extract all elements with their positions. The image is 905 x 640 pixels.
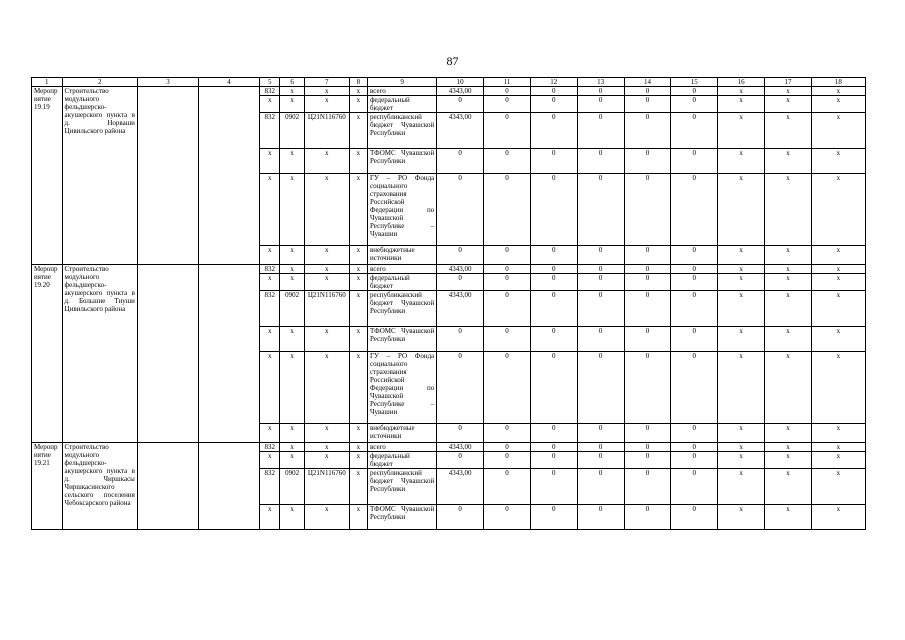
column-header: 1 bbox=[32, 78, 63, 87]
value-cell: 0 bbox=[530, 352, 577, 424]
value-cell: 0 bbox=[624, 265, 671, 274]
value-cell: 0 bbox=[624, 274, 671, 291]
funding-source-cell: республиканский бюджет Чувашской Республики bbox=[368, 291, 437, 327]
value-cell: x bbox=[718, 274, 765, 291]
funding-source-cell: ТФОМС Чувашской Республики bbox=[368, 327, 437, 352]
value-cell: 0 bbox=[484, 274, 531, 291]
value-cell: x bbox=[765, 274, 812, 291]
value-cell: 0 bbox=[624, 113, 671, 149]
value-cell: x bbox=[718, 352, 765, 424]
value-cell: 0 bbox=[577, 327, 624, 352]
value-cell: 0 bbox=[484, 96, 531, 113]
expense-type-cell: x bbox=[349, 327, 367, 352]
participant-cell bbox=[198, 443, 259, 530]
value-cell: x bbox=[811, 274, 865, 291]
table-row bbox=[32, 87, 866, 96]
value-cell: 0 bbox=[577, 505, 624, 530]
code-cell: x bbox=[260, 505, 280, 530]
value-cell: x bbox=[718, 291, 765, 327]
value-cell: 0 bbox=[577, 87, 624, 96]
value-cell: 0 bbox=[484, 113, 531, 149]
value-cell: x bbox=[765, 246, 812, 265]
value-cell: x bbox=[718, 505, 765, 530]
value-cell: 0 bbox=[484, 265, 531, 274]
value-cell: x bbox=[765, 443, 812, 452]
section-cell: x bbox=[280, 424, 304, 443]
page-number: 87 bbox=[446, 54, 459, 68]
value-cell: x bbox=[765, 265, 812, 274]
participant-cell bbox=[198, 87, 259, 265]
funding-source-cell: ГУ – РО Фонда социального страхования Российской Федерации по Чувашской Республике – Чувашии bbox=[368, 174, 437, 246]
target-code-cell: x bbox=[304, 96, 349, 113]
value-cell: 0 bbox=[671, 265, 718, 274]
value-cell: x bbox=[718, 149, 765, 174]
section-cell: x bbox=[280, 443, 304, 452]
value-cell: x bbox=[718, 113, 765, 149]
value-cell: 0 bbox=[577, 452, 624, 469]
value-cell: 0 bbox=[624, 96, 671, 113]
value-cell: 0 bbox=[437, 452, 484, 469]
section-cell: x bbox=[280, 327, 304, 352]
code-cell: x bbox=[260, 174, 280, 246]
value-cell: 0 bbox=[437, 274, 484, 291]
target-code-cell: x bbox=[304, 443, 349, 452]
column-header: 18 bbox=[811, 78, 865, 87]
column-header: 10 bbox=[437, 78, 484, 87]
column-header: 15 bbox=[671, 78, 718, 87]
value-cell: 0 bbox=[530, 291, 577, 327]
column-header: 5 bbox=[260, 78, 280, 87]
value-cell: 0 bbox=[671, 424, 718, 443]
funding-source-cell: всего bbox=[368, 265, 437, 274]
value-cell: 0 bbox=[671, 443, 718, 452]
code-cell: 832 bbox=[260, 113, 280, 149]
value-cell: 0 bbox=[484, 327, 531, 352]
value-cell: x bbox=[718, 265, 765, 274]
value-cell: 0 bbox=[577, 469, 624, 505]
value-cell: 0 bbox=[530, 443, 577, 452]
event-name: Строительство модульного фельдшерско-акушерского пункта в д. Большие Тиуши Цивильского района bbox=[62, 265, 137, 443]
value-cell: x bbox=[718, 246, 765, 265]
value-cell: 0 bbox=[624, 174, 671, 246]
value-cell: x bbox=[718, 443, 765, 452]
section-cell: x bbox=[280, 96, 304, 113]
responsible-cell bbox=[137, 87, 198, 265]
responsible-cell bbox=[137, 265, 198, 443]
value-cell: 0 bbox=[577, 174, 624, 246]
value-cell: 0 bbox=[577, 113, 624, 149]
value-cell: 0 bbox=[671, 469, 718, 505]
code-cell: 832 bbox=[260, 469, 280, 505]
section-cell: x bbox=[280, 352, 304, 424]
code-cell: 832 bbox=[260, 87, 280, 96]
value-cell: 0 bbox=[484, 452, 531, 469]
expense-type-cell: x bbox=[349, 87, 367, 96]
value-cell: 0 bbox=[577, 443, 624, 452]
code-cell: x bbox=[260, 274, 280, 291]
section-cell: x bbox=[280, 246, 304, 265]
column-header: 8 bbox=[349, 78, 367, 87]
value-cell: 0 bbox=[671, 174, 718, 246]
value-cell: 0 bbox=[530, 113, 577, 149]
column-header: 6 bbox=[280, 78, 304, 87]
value-cell: 0 bbox=[577, 149, 624, 174]
value-cell: 0 bbox=[530, 149, 577, 174]
event-number: Мероприятие 19.21 bbox=[32, 443, 63, 530]
section-cell: 0902 bbox=[280, 469, 304, 505]
value-cell: 0 bbox=[484, 291, 531, 327]
value-cell: x bbox=[765, 424, 812, 443]
value-cell: 0 bbox=[624, 246, 671, 265]
value-cell: 4343,00 bbox=[437, 443, 484, 452]
value-cell: 0 bbox=[671, 149, 718, 174]
value-cell: 0 bbox=[437, 174, 484, 246]
target-code-cell: Ц21N116760 bbox=[304, 291, 349, 327]
column-header: 12 bbox=[530, 78, 577, 87]
expense-type-cell: x bbox=[349, 149, 367, 174]
value-cell: x bbox=[811, 352, 865, 424]
column-header: 11 bbox=[484, 78, 531, 87]
value-cell: 0 bbox=[530, 452, 577, 469]
target-code-cell: x bbox=[304, 424, 349, 443]
value-cell: 0 bbox=[484, 149, 531, 174]
target-code-cell: Ц21N116760 bbox=[304, 113, 349, 149]
value-cell: 0 bbox=[671, 291, 718, 327]
value-cell: x bbox=[811, 469, 865, 505]
value-cell: x bbox=[765, 87, 812, 96]
event-name: Строительство модульного фельдшерско-акушерского пункта в д. Чиршкасы Чиршкасинского сельского поселения Чебоксарского района bbox=[62, 443, 137, 530]
value-cell: x bbox=[811, 265, 865, 274]
target-code-cell: x bbox=[304, 265, 349, 274]
value-cell: 0 bbox=[530, 327, 577, 352]
column-header: 13 bbox=[577, 78, 624, 87]
target-code-cell: Ц21N116760 bbox=[304, 469, 349, 505]
section-cell: x bbox=[280, 149, 304, 174]
value-cell: 0 bbox=[484, 87, 531, 96]
value-cell: 0 bbox=[624, 424, 671, 443]
value-cell: 0 bbox=[671, 452, 718, 469]
expense-type-cell: x bbox=[349, 352, 367, 424]
value-cell: 0 bbox=[484, 424, 531, 443]
target-code-cell: x bbox=[304, 149, 349, 174]
value-cell: 0 bbox=[484, 469, 531, 505]
value-cell: x bbox=[718, 96, 765, 113]
value-cell: 0 bbox=[624, 352, 671, 424]
event-number: Мероприятие 19.19 bbox=[32, 87, 63, 265]
target-code-cell: x bbox=[304, 452, 349, 469]
value-cell: 0 bbox=[671, 274, 718, 291]
code-cell: x bbox=[260, 327, 280, 352]
value-cell: x bbox=[811, 452, 865, 469]
section-cell: x bbox=[280, 505, 304, 530]
column-header: 16 bbox=[718, 78, 765, 87]
expense-type-cell: x bbox=[349, 505, 367, 530]
funding-source-cell: республиканский бюджет Чувашской Республики bbox=[368, 113, 437, 149]
value-cell: 0 bbox=[530, 246, 577, 265]
target-code-cell: x bbox=[304, 174, 349, 246]
column-header: 3 bbox=[137, 78, 198, 87]
value-cell: 0 bbox=[577, 424, 624, 443]
funding-source-cell: ТФОМС Чувашской Республики bbox=[368, 149, 437, 174]
value-cell: 4343,00 bbox=[437, 87, 484, 96]
value-cell: 0 bbox=[437, 505, 484, 530]
value-cell: 0 bbox=[624, 327, 671, 352]
expense-type-cell: x bbox=[349, 96, 367, 113]
expense-type-cell: x bbox=[349, 174, 367, 246]
value-cell: 0 bbox=[484, 174, 531, 246]
value-cell: 0 bbox=[671, 87, 718, 96]
value-cell: 0 bbox=[484, 352, 531, 424]
section-cell: 0902 bbox=[280, 291, 304, 327]
value-cell: x bbox=[718, 424, 765, 443]
value-cell: x bbox=[718, 327, 765, 352]
value-cell: x bbox=[765, 149, 812, 174]
section-cell: x bbox=[280, 174, 304, 246]
value-cell: x bbox=[811, 149, 865, 174]
value-cell: x bbox=[718, 87, 765, 96]
expense-type-cell: x bbox=[349, 113, 367, 149]
funding-source-cell: республиканский бюджет Чувашской Республики bbox=[368, 469, 437, 505]
code-cell: x bbox=[260, 246, 280, 265]
value-cell: 0 bbox=[671, 327, 718, 352]
value-cell: 0 bbox=[624, 291, 671, 327]
value-cell: 0 bbox=[530, 96, 577, 113]
value-cell: x bbox=[765, 96, 812, 113]
target-code-cell: x bbox=[304, 274, 349, 291]
expense-type-cell: x bbox=[349, 424, 367, 443]
target-code-cell: x bbox=[304, 327, 349, 352]
code-cell: x bbox=[260, 424, 280, 443]
value-cell: 0 bbox=[437, 424, 484, 443]
funding-source-cell: всего bbox=[368, 443, 437, 452]
value-cell: 0 bbox=[577, 291, 624, 327]
value-cell: 0 bbox=[530, 469, 577, 505]
value-cell: 0 bbox=[624, 452, 671, 469]
funding-source-cell: федеральный бюджет bbox=[368, 452, 437, 469]
value-cell: 0 bbox=[624, 443, 671, 452]
value-cell: 0 bbox=[437, 327, 484, 352]
section-cell: x bbox=[280, 452, 304, 469]
code-cell: x bbox=[260, 352, 280, 424]
target-code-cell: x bbox=[304, 246, 349, 265]
value-cell: 0 bbox=[530, 274, 577, 291]
value-cell: 4343,00 bbox=[437, 113, 484, 149]
value-cell: 0 bbox=[530, 505, 577, 530]
expense-type-cell: x bbox=[349, 246, 367, 265]
value-cell: 0 bbox=[437, 246, 484, 265]
column-header: 2 bbox=[62, 78, 137, 87]
funding-source-cell: ТФОМС Чувашской Республики bbox=[368, 505, 437, 530]
value-cell: 0 bbox=[624, 87, 671, 96]
funding-source-cell: внебюджетные источники bbox=[368, 424, 437, 443]
value-cell: 0 bbox=[577, 246, 624, 265]
value-cell: x bbox=[811, 291, 865, 327]
value-cell: x bbox=[765, 291, 812, 327]
value-cell: 0 bbox=[530, 87, 577, 96]
target-code-cell: x bbox=[304, 352, 349, 424]
code-cell: 832 bbox=[260, 265, 280, 274]
budget-table bbox=[31, 77, 866, 530]
funding-source-cell: внебюджетные источники bbox=[368, 246, 437, 265]
value-cell: x bbox=[765, 452, 812, 469]
value-cell: 0 bbox=[577, 352, 624, 424]
table-row bbox=[32, 443, 866, 452]
column-header: 4 bbox=[198, 78, 259, 87]
value-cell: x bbox=[765, 113, 812, 149]
funding-source-cell: ГУ – РО Фонда социального страхования Российской Федерации по Чувашской Республике – Чувашии bbox=[368, 352, 437, 424]
value-cell: 0 bbox=[671, 246, 718, 265]
value-cell: 0 bbox=[624, 149, 671, 174]
value-cell: x bbox=[811, 327, 865, 352]
expense-type-cell: x bbox=[349, 452, 367, 469]
header-row bbox=[32, 78, 866, 87]
value-cell: 0 bbox=[624, 505, 671, 530]
value-cell: 0 bbox=[530, 265, 577, 274]
value-cell: x bbox=[718, 469, 765, 505]
value-cell: x bbox=[811, 96, 865, 113]
value-cell: 0 bbox=[437, 96, 484, 113]
value-cell: 0 bbox=[671, 113, 718, 149]
expense-type-cell: x bbox=[349, 291, 367, 327]
value-cell: 0 bbox=[484, 246, 531, 265]
event-name: Строительство модульного фельдшерско-акушерского пункта в д. Норваши Цивильского района bbox=[62, 87, 137, 265]
value-cell: x bbox=[811, 443, 865, 452]
value-cell: 4343,00 bbox=[437, 469, 484, 505]
value-cell: 0 bbox=[624, 469, 671, 505]
value-cell: 0 bbox=[577, 96, 624, 113]
section-cell: x bbox=[280, 87, 304, 96]
value-cell: x bbox=[718, 452, 765, 469]
participant-cell bbox=[198, 265, 259, 443]
value-cell: 0 bbox=[484, 505, 531, 530]
value-cell: 0 bbox=[671, 96, 718, 113]
column-header: 17 bbox=[765, 78, 812, 87]
event-number: Мероприятие 19.20 bbox=[32, 265, 63, 443]
funding-source-cell: федеральный бюджет bbox=[368, 96, 437, 113]
funding-source-cell: всего bbox=[368, 87, 437, 96]
funding-source-cell: федеральный бюджет bbox=[368, 274, 437, 291]
value-cell: x bbox=[811, 87, 865, 96]
value-cell: x bbox=[765, 174, 812, 246]
value-cell: 0 bbox=[530, 424, 577, 443]
expense-type-cell: x bbox=[349, 443, 367, 452]
column-header: 7 bbox=[304, 78, 349, 87]
expense-type-cell: x bbox=[349, 274, 367, 291]
code-cell: x bbox=[260, 96, 280, 113]
value-cell: 0 bbox=[530, 174, 577, 246]
code-cell: x bbox=[260, 149, 280, 174]
responsible-cell bbox=[137, 443, 198, 530]
section-cell: 0902 bbox=[280, 113, 304, 149]
value-cell: x bbox=[765, 327, 812, 352]
target-code-cell: x bbox=[304, 505, 349, 530]
value-cell: x bbox=[765, 505, 812, 530]
value-cell: x bbox=[811, 424, 865, 443]
value-cell: 4343,00 bbox=[437, 265, 484, 274]
value-cell: 0 bbox=[437, 149, 484, 174]
column-header: 9 bbox=[368, 78, 437, 87]
code-cell: 832 bbox=[260, 443, 280, 452]
value-cell: x bbox=[811, 246, 865, 265]
column-header: 14 bbox=[624, 78, 671, 87]
section-cell: x bbox=[280, 274, 304, 291]
value-cell: x bbox=[718, 174, 765, 246]
value-cell: 0 bbox=[437, 352, 484, 424]
value-cell: 0 bbox=[577, 265, 624, 274]
expense-type-cell: x bbox=[349, 469, 367, 505]
value-cell: 0 bbox=[577, 274, 624, 291]
value-cell: 0 bbox=[671, 352, 718, 424]
value-cell: x bbox=[811, 174, 865, 246]
value-cell: x bbox=[811, 505, 865, 530]
value-cell: 0 bbox=[671, 505, 718, 530]
value-cell: 4343,00 bbox=[437, 291, 484, 327]
code-cell: x bbox=[260, 452, 280, 469]
value-cell: x bbox=[811, 113, 865, 149]
target-code-cell: x bbox=[304, 87, 349, 96]
section-cell: x bbox=[280, 265, 304, 274]
expense-type-cell: x bbox=[349, 265, 367, 274]
value-cell: x bbox=[765, 469, 812, 505]
table-row bbox=[32, 265, 866, 274]
value-cell: x bbox=[765, 352, 812, 424]
code-cell: 832 bbox=[260, 291, 280, 327]
value-cell: 0 bbox=[484, 443, 531, 452]
